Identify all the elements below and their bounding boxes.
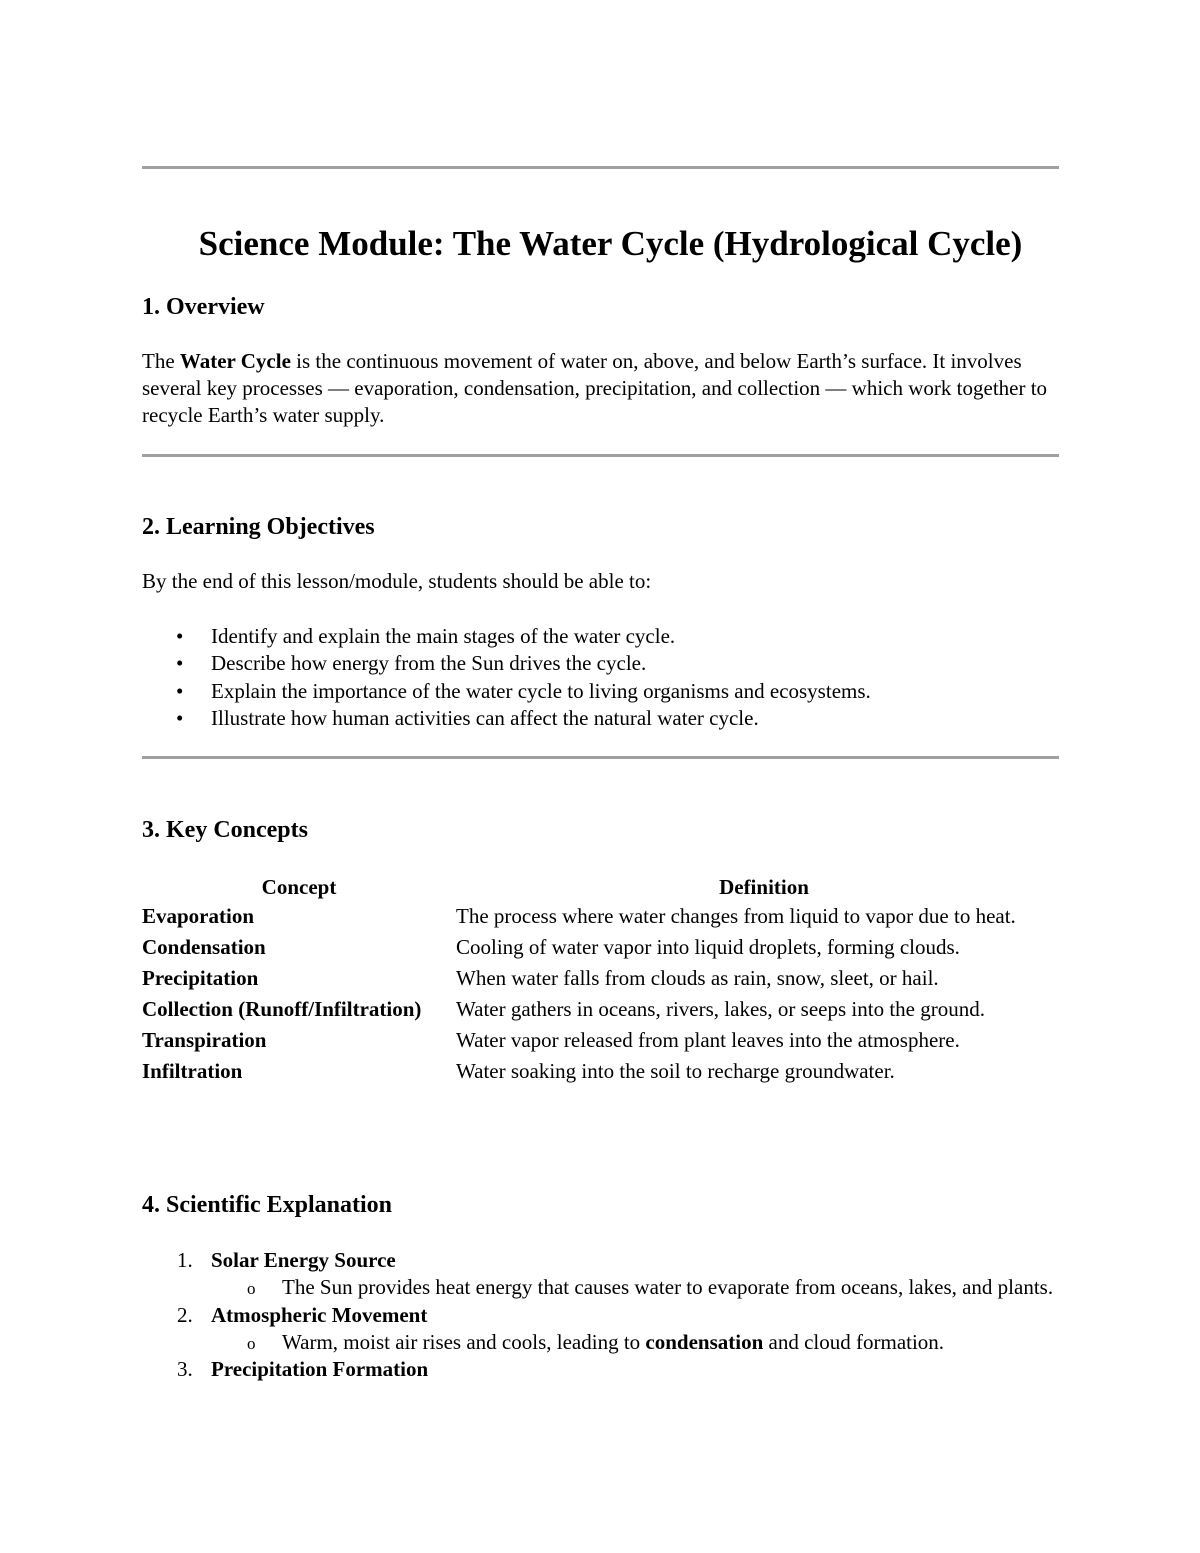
circle-bullet-icon: o bbox=[247, 1333, 256, 1353]
concept-cell: Condensation bbox=[142, 935, 266, 959]
list-number: 2. bbox=[177, 1302, 193, 1327]
definition-cell: Cooling of water vapor into liquid droplets, forming clouds. bbox=[456, 935, 960, 959]
list-item bbox=[142, 705, 1072, 732]
table-row bbox=[142, 1056, 1072, 1087]
horizontal-rule bbox=[142, 166, 1059, 169]
step-title: Atmospheric Movement bbox=[211, 1302, 428, 1327]
objectives-intro: By the end of this lesson/module, students should be able to: bbox=[142, 569, 652, 593]
list-item-text: Describe how energy from the Sun drives the cycle. bbox=[211, 651, 647, 676]
list-item bbox=[142, 623, 1072, 650]
list-item-text: Illustrate how human activities can affect the natural water cycle. bbox=[211, 705, 759, 730]
overview-term: Water Cycle bbox=[179, 349, 291, 373]
sub-item-text: Warm, moist air rises and cools, leading to bbox=[282, 1329, 646, 1354]
bullet-icon: • bbox=[176, 624, 184, 648]
list-item bbox=[142, 650, 1072, 677]
column-header-definition: Definition bbox=[719, 875, 809, 899]
section-heading-scientific-explanation: 4. Scientific Explanation bbox=[142, 1192, 393, 1218]
sub-list bbox=[211, 1329, 1072, 1356]
concept-cell: Transpiration bbox=[142, 1028, 267, 1052]
list-item bbox=[142, 1356, 1072, 1383]
page-title: Science Module: The Water Cycle (Hydrological Cycle) bbox=[198, 224, 1023, 263]
concept-cell: Evaporation bbox=[142, 904, 255, 928]
column-header-concept: Concept bbox=[261, 875, 337, 899]
sub-item-text-end: and cloud formation. bbox=[763, 1329, 945, 1354]
table-row bbox=[142, 994, 1072, 1025]
sub-item-term: condensation bbox=[645, 1329, 764, 1354]
table-row bbox=[142, 1025, 1072, 1056]
list-item bbox=[142, 1247, 1072, 1302]
list-number: 1. bbox=[177, 1248, 193, 1272]
list-item bbox=[142, 678, 1072, 705]
overview-text: is the continuous movement of water on, above, and below Earth’s surface. It involves several key processes — evaporation, condensation, precipitation, and collection — which work together to recycle Earth’s water supply. bbox=[142, 349, 1048, 427]
section-heading-objectives: 2. Learning Objectives bbox=[142, 514, 375, 540]
definition-cell: When water falls from clouds as rain, snow, sleet, or hail. bbox=[456, 966, 939, 990]
section-heading-key-concepts: 3. Key Concepts bbox=[142, 817, 308, 843]
overview-intro: The bbox=[142, 349, 180, 373]
definition-cell: The process where water changes from liquid to vapor due to heat. bbox=[456, 904, 1016, 928]
list-number: 3. bbox=[177, 1357, 193, 1382]
list-item-text: Identify and explain the main stages of the water cycle. bbox=[211, 624, 676, 648]
definition-cell: Water gathers in oceans, rivers, lakes, or seeps into the ground. bbox=[456, 997, 985, 1021]
bullet-icon: • bbox=[176, 651, 184, 676]
concept-cell: Collection (Runoff/Infiltration) bbox=[142, 997, 422, 1021]
table-row bbox=[142, 963, 1072, 994]
sub-list bbox=[211, 1274, 1072, 1301]
concept-cell: Infiltration bbox=[142, 1059, 243, 1083]
bullet-icon: • bbox=[176, 678, 184, 703]
concept-cell: Precipitation bbox=[142, 966, 259, 990]
sub-item-text: The Sun provides heat energy that causes water to evaporate from oceans, lakes, and plants. bbox=[282, 1275, 1054, 1300]
horizontal-rule bbox=[142, 454, 1059, 457]
circle-bullet-icon: o bbox=[247, 1279, 256, 1299]
table-header-row bbox=[142, 873, 1072, 901]
definition-cell: Water vapor released from plant leaves into the atmosphere. bbox=[456, 1028, 960, 1052]
sub-list-item bbox=[211, 1274, 1072, 1301]
bullet-icon: • bbox=[176, 705, 184, 730]
key-concepts-table bbox=[142, 873, 1072, 1087]
list-item bbox=[142, 1302, 1072, 1357]
list-item-text: Explain the importance of the water cycle to living organisms and ecosystems. bbox=[211, 678, 871, 703]
overview-paragraph bbox=[142, 348, 1072, 429]
sub-list-item bbox=[211, 1329, 1072, 1356]
definition-cell: Water soaking into the soil to recharge groundwater. bbox=[456, 1059, 895, 1083]
objectives-list bbox=[142, 623, 1072, 732]
explanation-list bbox=[142, 1247, 1072, 1383]
step-title: Precipitation Formation bbox=[211, 1357, 429, 1382]
horizontal-rule bbox=[142, 756, 1059, 759]
step-title: Solar Energy Source bbox=[211, 1248, 396, 1272]
table-row bbox=[142, 901, 1072, 932]
section-heading-overview: 1. Overview bbox=[142, 294, 265, 320]
table-row bbox=[142, 932, 1072, 963]
